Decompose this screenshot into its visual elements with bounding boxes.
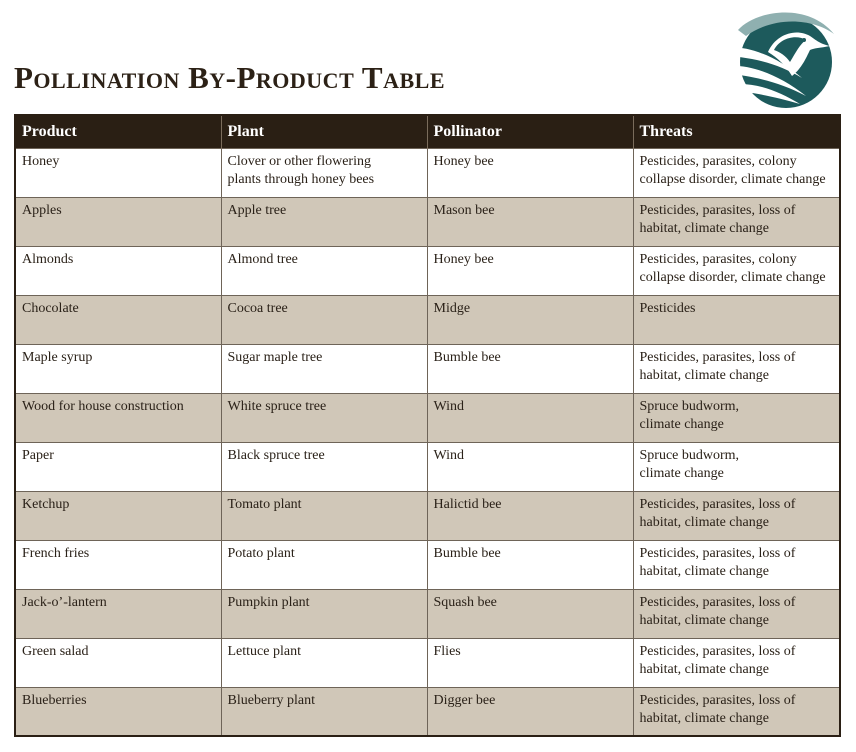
pollinator-cell-text: Bumble bee xyxy=(433,545,501,561)
table-row xyxy=(15,197,840,246)
table-header-row xyxy=(15,115,840,148)
product-cell-text: Almonds xyxy=(22,251,74,267)
threats-cell xyxy=(633,344,840,393)
threats-cell-line: collapse disorder, climate change xyxy=(639,269,826,285)
plant-cell xyxy=(221,442,427,491)
threats-cell-line: habitat, climate change xyxy=(639,710,769,726)
plant-cell-line: Potato plant xyxy=(227,545,295,561)
plant-cell xyxy=(221,344,427,393)
product-cell xyxy=(15,246,221,295)
pollinator-cell xyxy=(427,197,633,246)
plant-cell-line: Black spruce tree xyxy=(227,447,325,463)
plant-cell-line: Cocoa tree xyxy=(227,300,288,316)
pollinator-cell xyxy=(427,491,633,540)
plant-cell xyxy=(221,491,427,540)
pollinator-cell-text: Mason bee xyxy=(433,202,495,218)
plant-cell-line: plants through honey bees xyxy=(227,171,375,187)
product-cell-text: Maple syrup xyxy=(22,349,93,365)
threats-cell xyxy=(633,638,840,687)
table-row xyxy=(15,687,840,736)
pollinator-cell xyxy=(427,148,633,197)
threats-cell-line: habitat, climate change xyxy=(639,661,769,677)
threats-cell-line: Spruce budworm, xyxy=(639,398,740,414)
header-plant: Plant xyxy=(221,115,427,148)
plant-cell-line: Tomato plant xyxy=(227,496,302,512)
pollinator-cell-text: Honey bee xyxy=(433,251,494,267)
pollination-table xyxy=(14,114,841,737)
threats-cell-line: Pesticides, parasites, loss of xyxy=(639,349,796,365)
plant-cell-line: Pumpkin plant xyxy=(227,594,310,610)
product-cell xyxy=(15,491,221,540)
pollinator-cell-text: Wind xyxy=(433,398,465,414)
table-row xyxy=(15,344,840,393)
threats-cell-line: Pesticides, parasites, loss of xyxy=(639,643,796,659)
threats-cell xyxy=(633,246,840,295)
plant-cell-line: Almond tree xyxy=(227,251,298,267)
plant-cell xyxy=(221,540,427,589)
pollinator-cell xyxy=(427,344,633,393)
plant-cell-line: Clover or other flowering xyxy=(227,153,371,169)
header-threats: Threats xyxy=(633,115,840,148)
pollinator-cell-text: Honey bee xyxy=(433,153,494,169)
product-cell-text: Blueberries xyxy=(22,692,87,708)
product-cell xyxy=(15,540,221,589)
pollinator-cell xyxy=(427,638,633,687)
table-body xyxy=(15,148,840,736)
plant-cell-line: Sugar maple tree xyxy=(227,349,323,365)
product-cell xyxy=(15,393,221,442)
plant-cell xyxy=(221,687,427,736)
pollinator-cell xyxy=(427,246,633,295)
threats-cell-line: Pesticides, parasites, colony xyxy=(639,153,797,169)
threats-cell-line: Pesticides, parasites, loss of xyxy=(639,496,796,512)
pollinator-cell-text: Midge xyxy=(433,300,471,316)
threats-cell-line: habitat, climate change xyxy=(639,220,769,236)
threats-cell-line: climate change xyxy=(639,416,724,432)
plant-cell-line: Blueberry plant xyxy=(227,692,315,708)
product-cell xyxy=(15,589,221,638)
threats-cell-line: climate change xyxy=(639,465,724,481)
loon-bird-logo-icon xyxy=(716,4,840,108)
pollinator-cell xyxy=(427,589,633,638)
header-pollinator: Pollinator xyxy=(427,115,633,148)
pollinator-cell xyxy=(427,540,633,589)
threats-cell xyxy=(633,442,840,491)
plant-cell xyxy=(221,197,427,246)
plant-cell xyxy=(221,638,427,687)
table-row xyxy=(15,638,840,687)
threats-cell xyxy=(633,295,840,344)
plant-cell xyxy=(221,295,427,344)
product-cell xyxy=(15,148,221,197)
threats-cell-line: habitat, climate change xyxy=(639,612,769,628)
plant-cell xyxy=(221,589,427,638)
table-row xyxy=(15,491,840,540)
product-cell-text: Jack-o’-lantern xyxy=(22,594,107,610)
table-row xyxy=(15,246,840,295)
threats-cell-line: Pesticides xyxy=(639,300,696,316)
threats-cell-line: habitat, climate change xyxy=(639,563,769,579)
plant-cell xyxy=(221,246,427,295)
table-row xyxy=(15,589,840,638)
threats-cell xyxy=(633,393,840,442)
threats-cell-line: habitat, climate change xyxy=(639,367,769,383)
product-cell-text: Wood for house construction xyxy=(22,398,184,414)
page-title: Pollination By-Product Table xyxy=(14,60,446,95)
threats-cell xyxy=(633,148,840,197)
pollinator-cell xyxy=(427,687,633,736)
threats-cell-line: habitat, climate change xyxy=(639,514,769,530)
threats-cell-line: Pesticides, parasites, loss of xyxy=(639,202,796,218)
threats-cell xyxy=(633,197,840,246)
plant-cell-line: Apple tree xyxy=(227,202,287,218)
threats-cell-line: Pesticides, parasites, loss of xyxy=(639,594,796,610)
plant-cell-line: Lettuce plant xyxy=(227,643,301,659)
threats-cell-line: Pesticides, parasites, colony xyxy=(639,251,797,267)
product-cell-text: French fries xyxy=(22,545,90,561)
product-cell-text: Chocolate xyxy=(22,300,79,316)
pollinator-cell-text: Digger bee xyxy=(433,692,496,708)
threats-cell-line: Spruce budworm, xyxy=(639,447,740,463)
plant-cell xyxy=(221,393,427,442)
pollinator-cell-text: Bumble bee xyxy=(433,349,501,365)
product-cell-text: Green salad xyxy=(22,643,89,659)
product-cell-text: Apples xyxy=(22,202,62,218)
threats-cell xyxy=(633,540,840,589)
product-cell xyxy=(15,442,221,491)
product-cell xyxy=(15,638,221,687)
product-cell-text: Honey xyxy=(22,153,60,169)
threats-cell-line: Pesticides, parasites, loss of xyxy=(639,692,796,708)
table-row xyxy=(15,540,840,589)
table-row xyxy=(15,295,840,344)
plant-cell xyxy=(221,148,427,197)
pollinator-cell-text: Flies xyxy=(433,643,461,659)
pollinator-cell xyxy=(427,442,633,491)
product-cell-text: Paper xyxy=(22,447,54,463)
threats-cell-line: Pesticides, parasites, loss of xyxy=(639,545,796,561)
pollinator-cell-text: Squash bee xyxy=(433,594,497,610)
threats-cell xyxy=(633,491,840,540)
product-cell-text: Ketchup xyxy=(22,496,70,512)
pollinator-cell-text: Halictid bee xyxy=(433,496,502,512)
product-cell xyxy=(15,197,221,246)
product-cell xyxy=(15,344,221,393)
table-row xyxy=(15,393,840,442)
table-row xyxy=(15,148,840,197)
threats-cell-line: collapse disorder, climate change xyxy=(639,171,826,187)
product-cell xyxy=(15,687,221,736)
product-cell xyxy=(15,295,221,344)
pollinator-cell-text: Wind xyxy=(433,447,465,463)
header-product: Product xyxy=(15,115,221,148)
threats-cell xyxy=(633,687,840,736)
pollinator-cell xyxy=(427,295,633,344)
table-row xyxy=(15,442,840,491)
threats-cell xyxy=(633,589,840,638)
plant-cell-line: White spruce tree xyxy=(227,398,327,414)
pollinator-cell xyxy=(427,393,633,442)
